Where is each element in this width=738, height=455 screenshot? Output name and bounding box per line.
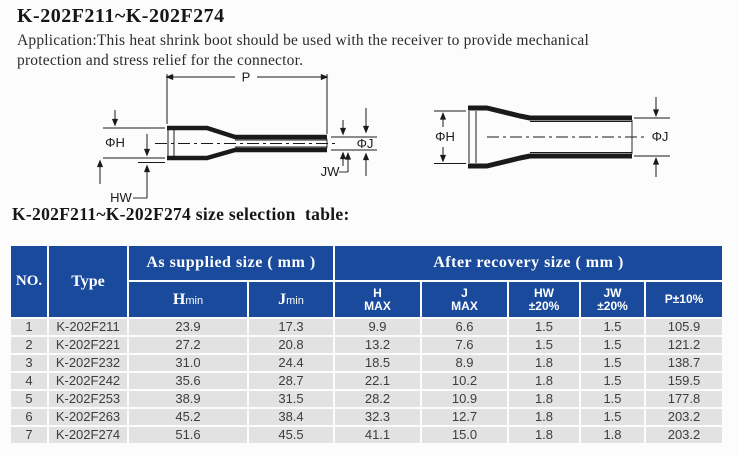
application-text bbox=[17, 31, 729, 70]
hw-cell: 1.8 bbox=[509, 355, 579, 371]
j-max-cell: 10.2 bbox=[422, 373, 507, 389]
col-header-no: NO. bbox=[11, 246, 47, 317]
size-selection-table bbox=[9, 244, 724, 445]
h-min-cell: 45.2 bbox=[129, 409, 247, 425]
type-cell: K-202F232 bbox=[49, 355, 127, 371]
row-number-cell: 6 bbox=[11, 409, 47, 425]
h-min-symbol: H bbox=[172, 290, 186, 308]
h-min-cell: 51.6 bbox=[129, 427, 247, 443]
jw-cell: 1.5 bbox=[581, 409, 644, 425]
p-dimension bbox=[167, 72, 327, 134]
row-number-cell: 1 bbox=[11, 319, 47, 335]
hw-cell: 1.8 bbox=[509, 373, 579, 389]
col-header-jw bbox=[581, 282, 644, 317]
type-cell: K-202F274 bbox=[49, 427, 127, 443]
table-row bbox=[11, 391, 722, 407]
col-group-as-supplied: As supplied size ( mm ) bbox=[129, 246, 333, 280]
j-min-cell: 45.5 bbox=[249, 427, 333, 443]
table-row bbox=[11, 337, 722, 353]
j-max-line2: MAX bbox=[451, 298, 478, 313]
jw-cell: 1.5 bbox=[581, 373, 644, 389]
type-cell: K-202F263 bbox=[49, 409, 127, 425]
after-recovery-diagram bbox=[432, 70, 732, 190]
p-cell: 121.2 bbox=[646, 337, 722, 353]
jw-cell: 1.5 bbox=[581, 391, 644, 407]
col-header-hw bbox=[509, 282, 579, 317]
type-cell: K-202F211 bbox=[49, 319, 127, 335]
table-row bbox=[11, 409, 722, 425]
col-header-p: P±10% bbox=[646, 282, 722, 317]
j-max-cell: 7.6 bbox=[422, 337, 507, 353]
j-min-cell: 20.8 bbox=[249, 337, 333, 353]
p-cell: 159.5 bbox=[646, 373, 722, 389]
boot-outline bbox=[155, 128, 337, 158]
h-max-cell: 9.9 bbox=[335, 319, 420, 335]
jw-dimension bbox=[321, 154, 348, 180]
row-number-cell: 3 bbox=[11, 355, 47, 371]
j-max-line1: J bbox=[461, 285, 468, 300]
p-cell: 177.8 bbox=[646, 391, 722, 407]
boot-outline bbox=[468, 108, 644, 166]
j-max-cell: 8.9 bbox=[422, 355, 507, 371]
h-min-cell: 38.9 bbox=[129, 391, 247, 407]
application-line-2: protection and stress relief for the connector. bbox=[17, 51, 304, 69]
jw-cell: 1.8 bbox=[581, 427, 644, 443]
j-min-cell: 38.4 bbox=[249, 409, 333, 425]
type-cell: K-202F242 bbox=[49, 373, 127, 389]
j-min-symbol: J bbox=[278, 290, 287, 308]
phi-h-label: ΦH bbox=[105, 135, 125, 150]
hw-line1: HW bbox=[534, 285, 554, 300]
col-header-type: Type bbox=[49, 246, 127, 317]
row-number-cell: 2 bbox=[11, 337, 47, 353]
col-group-after-recovery: After recovery size ( mm ) bbox=[335, 246, 722, 280]
table-row bbox=[11, 319, 722, 335]
table-row bbox=[11, 427, 722, 443]
h-min-cell: 35.6 bbox=[129, 373, 247, 389]
phi-j-label: ΦJ bbox=[651, 129, 669, 144]
h-max-cell: 41.1 bbox=[335, 427, 420, 443]
jw-cell: 1.5 bbox=[581, 355, 644, 371]
table-title: K-202F211~K-202F274 size selection table: bbox=[12, 204, 350, 224]
jw-cell: 1.5 bbox=[581, 337, 644, 353]
table-row bbox=[11, 373, 722, 389]
hw-label: HW bbox=[110, 190, 132, 205]
as-supplied-diagram bbox=[85, 72, 395, 207]
j-min-subscript: min bbox=[286, 294, 304, 307]
table-row bbox=[11, 355, 722, 371]
j-max-cell: 15.0 bbox=[422, 427, 507, 443]
h-max-cell: 32.3 bbox=[335, 409, 420, 425]
p-cell: 138.7 bbox=[646, 355, 722, 371]
col-header-h-min bbox=[129, 282, 247, 317]
table-header bbox=[11, 246, 722, 317]
type-cell: K-202F253 bbox=[49, 391, 127, 407]
header-row-groups bbox=[11, 246, 722, 280]
hw-cell: 1.5 bbox=[509, 337, 579, 353]
phi-h-label: ΦH bbox=[435, 129, 455, 144]
hw-cell: 1.8 bbox=[509, 391, 579, 407]
jw-line2: ±20% bbox=[597, 298, 628, 313]
jw-line1: JW bbox=[603, 285, 622, 300]
j-max-cell: 12.7 bbox=[422, 409, 507, 425]
j-min-cell: 17.3 bbox=[249, 319, 333, 335]
row-number-cell: 4 bbox=[11, 373, 47, 389]
hw-line2: ±20% bbox=[528, 298, 560, 313]
col-header-h-max bbox=[335, 282, 420, 317]
page-title: K-202F211~K-202F274 bbox=[17, 5, 225, 27]
phi-h-dimension bbox=[100, 110, 165, 184]
h-min-subscript: min bbox=[185, 294, 204, 307]
h-max-cell: 22.1 bbox=[335, 373, 420, 389]
row-number-cell: 5 bbox=[11, 391, 47, 407]
col-header-j-max bbox=[422, 282, 507, 317]
p-cell: 203.2 bbox=[646, 409, 722, 425]
phi-h-dimension bbox=[434, 111, 466, 164]
p-cell: 203.2 bbox=[646, 427, 722, 443]
j-max-cell: 10.9 bbox=[422, 391, 507, 407]
jw-label: JW bbox=[320, 164, 340, 179]
phi-j-label: ΦJ bbox=[356, 136, 374, 151]
h-min-cell: 23.9 bbox=[129, 319, 247, 335]
table-body bbox=[11, 319, 722, 443]
hw-cell: 1.8 bbox=[509, 427, 579, 443]
p-cell: 105.9 bbox=[646, 319, 722, 335]
application-line-1: Application:This heat shrink boot should be used with the receiver to provide mechanical bbox=[17, 32, 590, 49]
col-header-j-min bbox=[249, 282, 333, 317]
hw-cell: 1.8 bbox=[509, 409, 579, 425]
j-min-cell: 24.4 bbox=[249, 355, 333, 371]
h-min-cell: 31.0 bbox=[129, 355, 247, 371]
j-max-cell: 6.6 bbox=[422, 319, 507, 335]
type-cell: K-202F221 bbox=[49, 337, 127, 353]
j-min-cell: 28.7 bbox=[249, 373, 333, 389]
h-max-line2: MAX bbox=[364, 298, 391, 313]
h-min-cell: 27.2 bbox=[129, 337, 247, 353]
row-number-cell: 7 bbox=[11, 427, 47, 443]
h-max-cell: 28.2 bbox=[335, 391, 420, 407]
phi-j-dimension bbox=[634, 97, 670, 177]
p-label: P bbox=[241, 72, 251, 85]
j-min-cell: 31.5 bbox=[249, 391, 333, 407]
h-max-cell: 13.2 bbox=[335, 337, 420, 353]
h-max-line1: H bbox=[373, 285, 382, 300]
h-max-cell: 18.5 bbox=[335, 355, 420, 371]
jw-cell: 1.5 bbox=[581, 319, 644, 335]
hw-cell: 1.5 bbox=[509, 319, 579, 335]
